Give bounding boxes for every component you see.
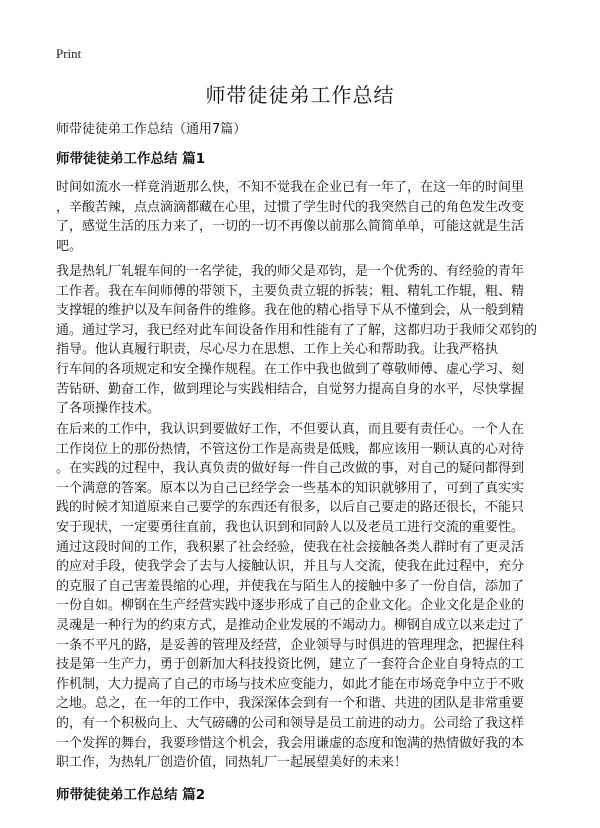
paragraph-line: 的克服了自己害羞畏缩的心理，并使我在与陌生人的接触中多了一份自信，添加了 — [56, 578, 525, 594]
paragraph-line: ，辛酸苦辣，点点滴滴都藏在心里，过惯了学生时代的我突然自己的角色发生改变 — [56, 199, 525, 215]
paragraph-line: 支撑辊的维护以及车间备件的维修。我在他的精心指导下从不懂到会，从一般到精 — [56, 303, 525, 319]
section-heading-2: 师带徒徒弟工作总结 篇2 — [56, 787, 206, 803]
document-subtitle: 师带徒徒弟工作总结（通用7篇） — [56, 122, 247, 137]
paragraph-line: 一条不平凡的路，是妥善的管理及经营，企业领导与时俱进的管理理念，把握住科 — [56, 637, 525, 653]
paragraph-line: 通。通过学习，我已经对此车间设备作用和性能有了了解，这都归功于我师父邓钧的 — [56, 322, 538, 338]
paragraph-line: 灵魂是一种行为的约束方式，是推动企业发展的不竭动力。柳钢自成立以来走过了 — [56, 617, 525, 633]
section-heading-1: 师带徒徒弟工作总结 篇1 — [56, 151, 206, 167]
paragraph-line: 工作者。我在车间师傅的带领下，主要负责立辊的拆装；粗、精轧工作辊，粗、精 — [56, 283, 525, 299]
paragraph-line: 行车间的各项规定和安全操作规程。在工作中我也做到了尊敬师傅、虚心学习、刻 — [56, 361, 525, 377]
paragraph-line: 苦钻研、勤奋工作，做到理论与实践相结合，自觉努力提高自身的水平，尽快掌握 — [56, 381, 525, 397]
paragraph-line: 我是热轧厂轧辊车间的一名学徒，我的师父是邓钧，是一个优秀的、有经验的青年 — [56, 264, 525, 279]
paragraph-line: 通过这段时间的工作，我积累了社会经验，使我在社会接触各类人群时有了更灵活 — [56, 539, 525, 555]
paragraph-line: 践的时候才知道原来自己要学的东西还有很多，以后自己要走的路还很长，不能只 — [56, 500, 525, 516]
paragraph-line: 一个满意的答案。原本以为自己已经学会一些基本的知识就够用了，可到了真实实 — [56, 480, 525, 496]
paragraph-line: 吧。 — [56, 238, 83, 254]
paragraph-line: 工作岗位上的那份热情，不管这份工作是高贵是低贱，都应该用一颗认真的心对待 — [56, 441, 525, 457]
paragraph-line: 一个发挥的舞台，我要珍惜这个机会，我会用谦虚的态度和饱满的热情做好我的本 — [56, 735, 525, 751]
paragraph-line: 在后来的工作中，我认识到要做好工作，不但要认真，而且要有责任心。一个人在 — [56, 422, 525, 437]
paragraph-line: 的应对手段，使我学会了去与人接触认识，并且与人交流，使我在此过程中，充分 — [56, 559, 525, 575]
paragraph-line: 的，有一个积极向上、大气磅礴的公司和领导是员工前进的动力。公司给了我这样 — [56, 715, 525, 731]
paragraph-line: 安于现状，一定要勇往直前，我也认识到和同龄人以及老员工进行交流的重要性。 — [56, 519, 525, 535]
paragraph-line: 之地。总之，在一年的工作中，我深深体会到有一个和谐、共进的团队是非常重要 — [56, 696, 525, 712]
paragraph-line: 技是第一生产力，勇于创新加大科技投资比例，建立了一套符合企业自身特点的工 — [56, 657, 525, 673]
paragraph-2 — [56, 262, 546, 419]
paragraph-1 — [56, 178, 546, 256]
paragraph-line: 指导。他认真履行职责，尽心尽力在思想、工作上关心和帮助我。让我严格执 — [56, 342, 499, 358]
paragraph-line: 时间如流水一样竟消逝那么快，不知不觉我在企业已有一年了，在这一年的时间里 — [56, 180, 525, 195]
paragraph-line: 。在实践的过程中，我认真负责的做好每一件自己改做的事，对自己的疑问都得到 — [56, 461, 525, 477]
paragraph-line: 职工作，为热轧厂创造价值，同热轧厂一起展望美好的未来！ — [56, 755, 408, 771]
print-link[interactable]: Print — [56, 46, 82, 61]
paragraph-line: 作机制，大力提高了自己的市场与技术应变能力，如此才能在市场竞争中立于不败 — [56, 676, 525, 692]
paragraph-line: 一份自如。柳钢在生产经营实践中逐步形成了自己的企业文化。企业文化是企业的 — [56, 598, 525, 614]
document-title: 师带徒徒弟工作总结 — [205, 83, 395, 107]
paragraph-3 — [56, 420, 546, 773]
paragraph-line: 了各项操作技术。 — [56, 401, 161, 417]
paragraph-line: 了，感觉生活的压力来了，一切的一切不再像以前那么简简单单，可能这就是生活 — [56, 219, 525, 235]
